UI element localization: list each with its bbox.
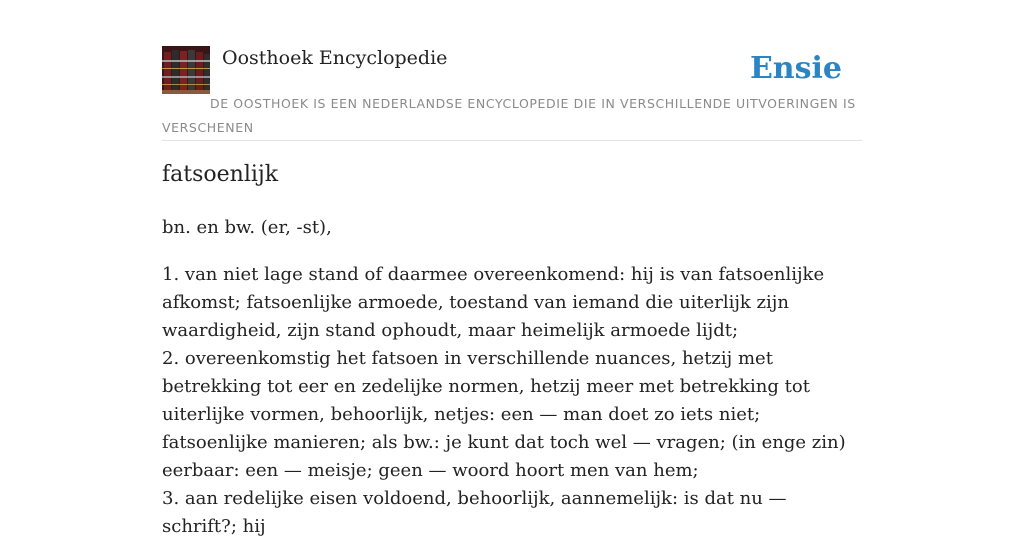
entry-title: fatsoenlijk [162, 162, 279, 187]
site-tagline: DE OOSTHOEK IS EEN NEDERLANDSE ENCYCLOPEDIE DIE IN VERSCHILLENDE UITVOERINGEN IS VERSCHENEN [162, 96, 856, 135]
site-name-link[interactable]: Oosthoek Encyclopedie [222, 47, 448, 69]
brand-logo-link[interactable]: Ensie [749, 51, 842, 86]
book-spines-icon[interactable] [162, 46, 210, 94]
definition-sense-1: 1. van niet lage stand of daarmee overeenkomend: hij is van fatsoenlijke afkomst; fatsoenlijke armoede, toestand van iemand die uiterlijk zijn waardigheid, zijn stand ophoudt, maar heimelijk armoede lijdt; [162, 264, 825, 341]
definition-sense-3: 3. aan redelijke eisen voldoend, behoorlijk, aannemelijk: is dat nu — schrift?; hij [162, 488, 787, 537]
grammar-info: bn. en bw. (er, -st), [162, 217, 332, 238]
avatar-image [162, 46, 210, 94]
definition-sense-2: 2. overeenkomstig het fatsoen in verschillende nuances, hetzij met betrekking tot eer en zedelijke normen, hetzij meer met betrekking tot uiterlijke vormen, behoorlijk, netjes: een — man doet zo iets niet; fatsoenlijke manieren; als bw.: je kunt dat toch wel — vragen; (in enge zin) eerbaar: een — meisje; geen — woord hoort men van hem; [162, 348, 846, 481]
site-header [162, 46, 862, 141]
entry-definition [162, 214, 862, 541]
